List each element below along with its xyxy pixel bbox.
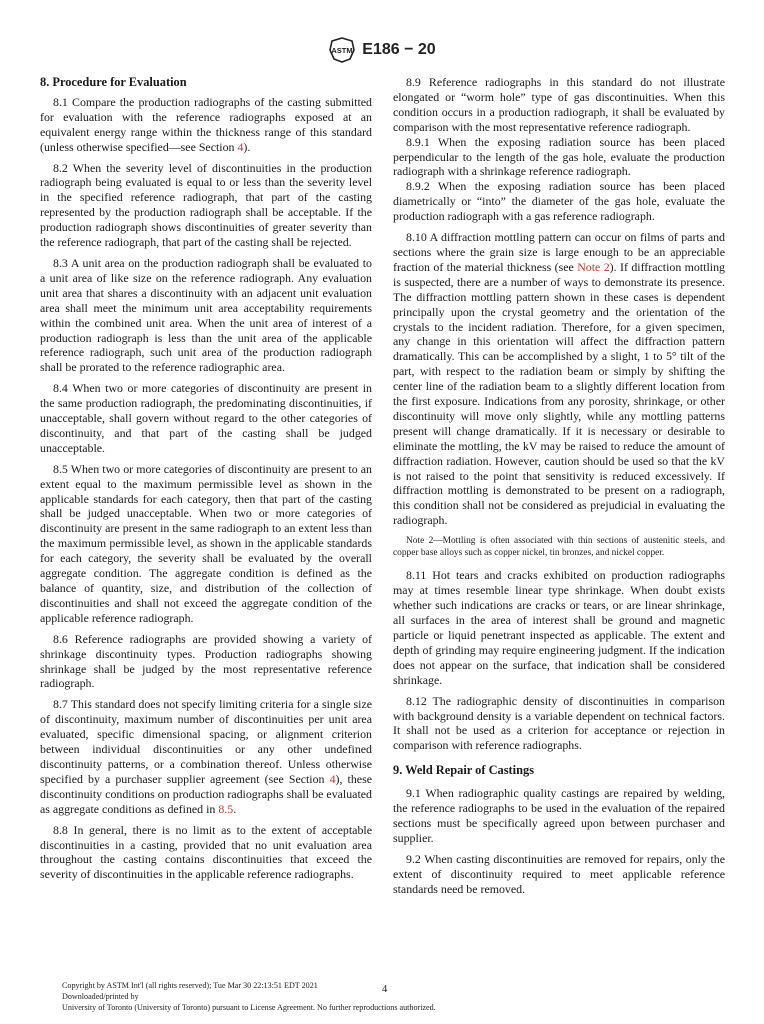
paragraph-8-11: 8.11 Hot tears and cracks exhibited on production radiographs may at times resemble linear type shrinkage. When doubt exists whether such indications are cracks or tears, or are linear shrinkage, all surfaces in the area of interest shall be ground and magnetic particle or liquid penetrant inspected as applicable. The extent and depth of grinding may require engineering judgment. If the indication does not appear on the surface, that indication shall be considered shrinkage. [393, 568, 725, 687]
paragraph-8-6: 8.6 Reference radiographs are provided showing a variety of shrinkage discontinuity types. Production radiographs showing shrinkage shall be judged by the most representative reference radiograph. [40, 631, 372, 691]
paragraph-8-5: 8.5 When two or more categories of discontinuity are present to an extent equal to the maximum permissible level as shown in the applicable standards for each category, then that part of the casting shall be judged unacceptable. When two or more categories of discontinuity are present in the same radiograph to an extent less than the maximum permissible level, as shown in the applicable standards for each category, the severity shall be evaluated by the overall aggregate condition. The aggregate condition is defined as the balance of quantity, size, and distribution of the collection of discontinuities and shall not exceed the aggregate condition of the applicable reference radiograph. [40, 461, 372, 625]
page-header [0, 36, 764, 64]
paragraph-8-1: 8.1 Compare the production radiographs of the casting submitted for evaluation with the reference radiographs exposed at an equivalent energy range within the thickness range of this standard (unless otherwise specified—see Section 4). [40, 94, 372, 154]
footer-copyright-line: Copyright by ASTM Int'l (all rights reserved); Tue Mar 30 22:13:51 EDT 2021 [62, 981, 318, 990]
designation: E186 − 20 [362, 41, 436, 58]
section-8-title: 8. Procedure for Evaluation [40, 75, 187, 89]
left-column [40, 75, 372, 888]
section-9-title: 9. Weld Repair of Castings [393, 763, 535, 778]
right-column [393, 75, 725, 903]
section-8-5-link[interactable]: 8.5 [218, 801, 234, 816]
paragraph-8-3: 8.3 A unit area on the production radiograph shall be evaluated to a unit area of like size on the reference radiograph. Any evaluation unit area that shares a discontinuity with an adjacent unit evaluation area shall meet the minimum unit area acceptability requirements within the combined unit area. When the unit area of interest of a production radiograph is less than the unit area of the applicable reference radiograph, such unit area of the production radiograph shall be prorated to the reference radiographic area. [40, 255, 372, 375]
paragraph-8-8: 8.8 In general, there is no limit as to the extent of acceptable discontinuities in a casting, provided that no unit evaluation area throughout the casting contains discontinuities that exceed the severity of discontinuities in the applicable reference radiographs. [40, 822, 372, 882]
astm-logo-icon [328, 37, 356, 63]
footer-download-line: Downloaded/printed by [62, 992, 139, 1001]
page-number: 4 [382, 984, 388, 995]
section-4-link[interactable]: 4 [329, 771, 336, 786]
note-2-link[interactable]: Note 2 [577, 259, 610, 274]
paragraph-8-7: 8.7 This standard does not specify limiting criteria for a single size of discontinuity, maximum number of discontinuities per unit area evaluated, specific dimensional spacing, or alignment criterion between individual discontinuities or any other undefined discontinuity patterns, or a combination thereof. Unless otherwise specified by a purchaser supplier agreement (see Section 4), these discontinuity conditions on production radiographs shall be evaluated as aggregate conditions as defined in 8.5. [40, 697, 372, 816]
paragraph-8-12: 8.12 The radiographic density of discontinuities in comparison with background density is a variable dependent on technical factors. It shall not be used as a criterion for acceptance or rejection in comparison with reference radiographs. [393, 693, 725, 753]
paragraph-9-2: 9.2 When casting discontinuities are removed for repairs, only the extent of discontinuity required to meet applicable reference standards need be removed. [393, 851, 725, 896]
footer-license-line: University of Toronto (University of Toronto) pursuant to License Agreement. No further reproductions authorized. [62, 1003, 436, 1012]
paragraph-8-2: 8.2 When the severity level of discontinuities in the production radiograph being evaluated is equal to or less than the severity level in the specified reference radiograph, that part of the casting represented by the production radiograph shall be acceptable. If the production radiograph shows discontinuities of greater severity than the reference radiograph, that part of the casting shall be rejected. [40, 160, 372, 250]
paragraph-8-9-2: 8.9.2 When the exposing radiation source has been placed diametrically or “into” the diameter of the gas hole, evaluate the production radiograph with a gas reference radiograph. [393, 179, 725, 224]
note-2: Note 2—Mottling is often associated with thin sections of austenitic steels, and copper base alloys such as copper nickel, tin bronzes, and nickel copper. [393, 536, 725, 558]
section-4-link[interactable]: 4 [237, 139, 244, 154]
astm-logo-text: ASTM [331, 46, 353, 55]
paragraph-9-1: 9.1 When radiographic quality castings are repaired by welding, the reference radiographs to be used in the evaluation of the repaired sections must be specifically agreed upon between purchaser and supplier. [393, 786, 725, 845]
paragraph-8-9: 8.9 Reference radiographs in this standard do not illustrate elongated or “worm hole” type of gas discontinuities. When this condition occurs in a production radiograph, it shall be evaluated by comparison with the most representative reference radiograph. [393, 75, 725, 134]
paragraph-8-10: 8.10 A diffraction mottling pattern can occur on films of parts and sections where the grain size is large enough to be an appreciable fraction of the material thickness (see Note 2). If diffraction mottling is suspected, there are a number of ways to demonstrate its presence. The diffraction mottling pattern shown in these cases is dependent principally upon the crystal geometry and the orientation of the crystals to the incident radiation. Therefore, for a given specimen, any change in this orientation will affect the diffraction pattern dramatically. This can be accomplished by a slight, 1 to 5° tilt of the part, with respect to the radiation beam or simply by shifting the center line of the radiation beam to a slightly different location from the first exposure. Indications from any porosity, shrinkage, or other discontinuity will move only slightly, while any mottling patterns present will change dramatically. If it is necessary or desirable to eliminate the mottling, the kV may be raised to reduce the amount of diffraction radiation. However, caution should be used so that the kV is not raised to the point that sensitivity is reduced excessively. If diffraction mottling is demonstrated to be present on a radiograph, this condition shall not be considered as prejudicial in evaluating the radiograph. [393, 230, 725, 528]
paragraph-8-9-1: 8.9.1 When the exposing radiation source has been placed perpendicular to the length of the gas hole, evaluate the production radiograph with a shrinkage reference radiograph. [393, 134, 725, 179]
paragraph-8-4: 8.4 When two or more categories of discontinuity are present in the same production radiograph, the predominating discontinuities, if unacceptable, shall govern without regard to the other categories of discontinuity, and that part of the casting shall be judged unacceptable. [40, 381, 372, 455]
